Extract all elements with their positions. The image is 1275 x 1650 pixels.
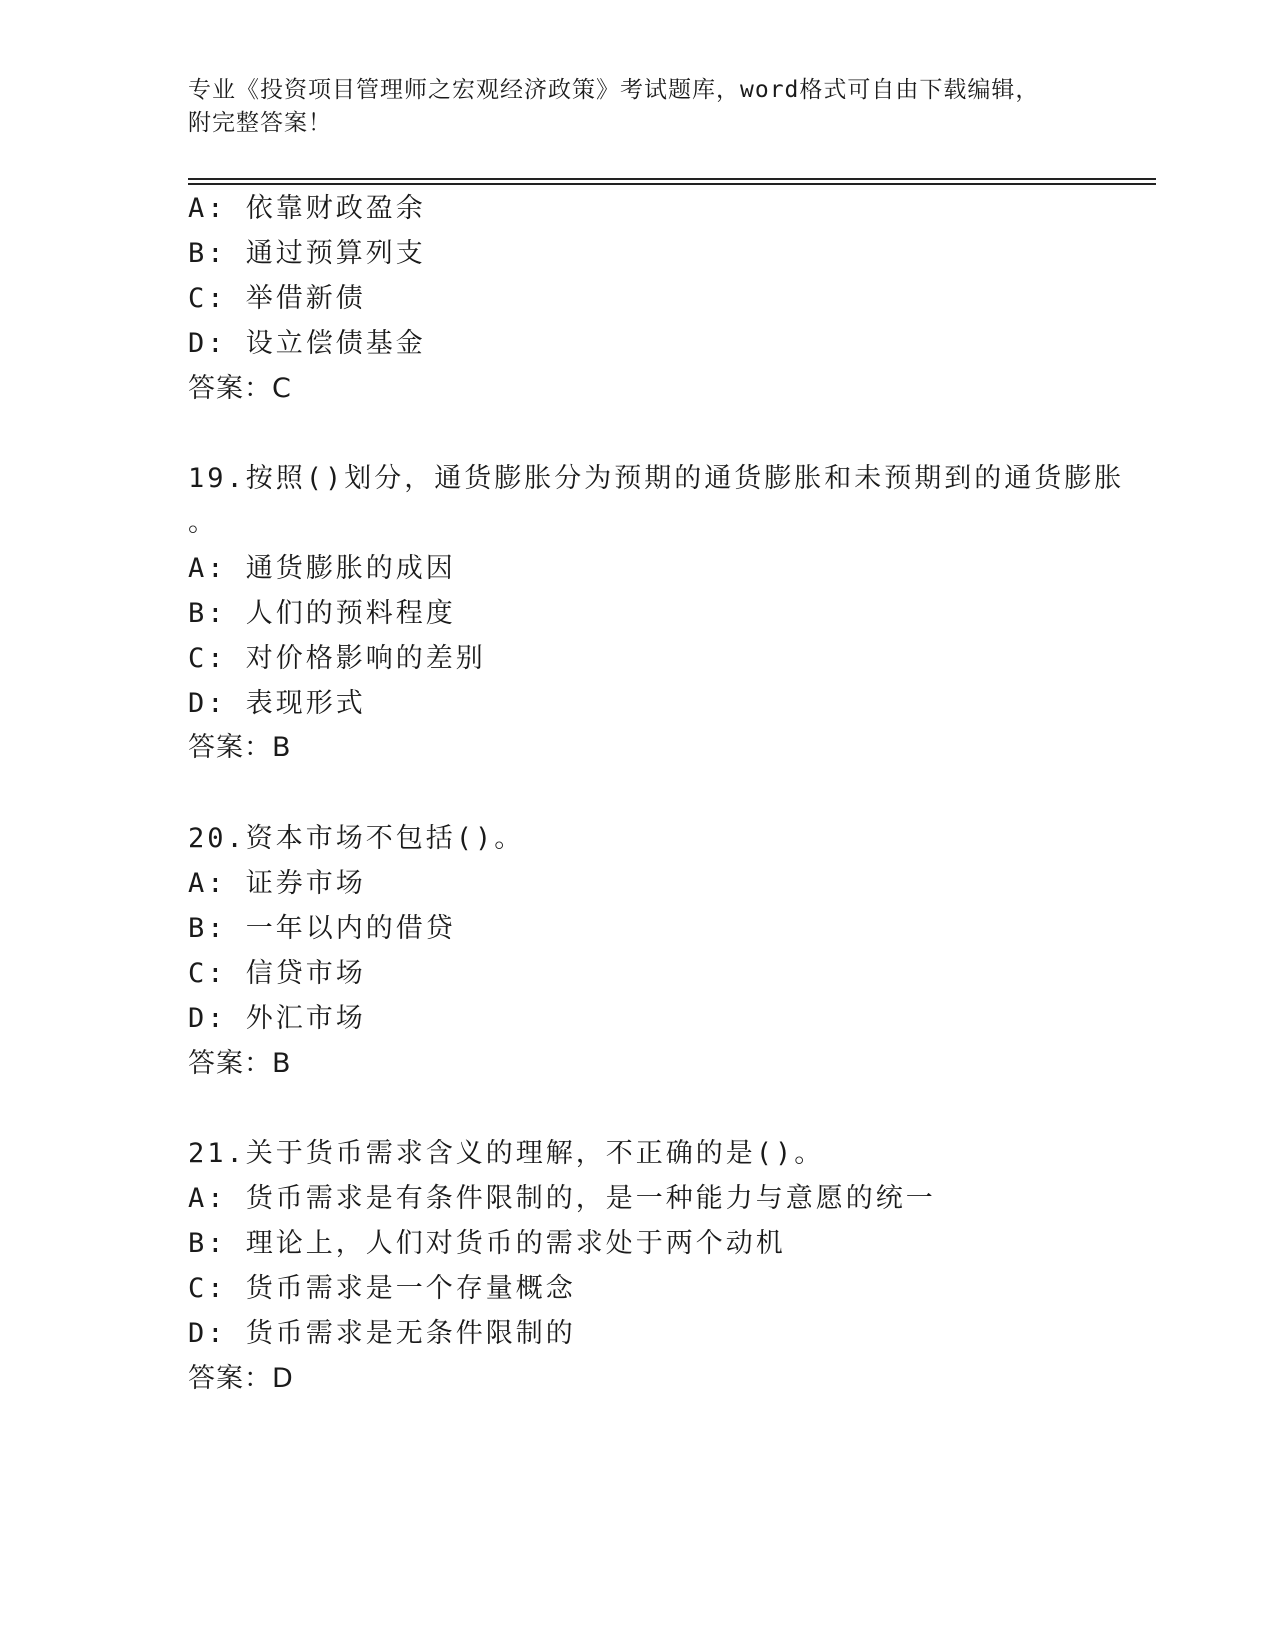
q21-option-b: B: 理论上，人们对货币的需求处于两个动机: [188, 1228, 786, 1259]
q18-option-a: A: 依靠财政盈余: [188, 193, 426, 224]
q18-answer: 答案：C: [188, 373, 292, 404]
q20-answer: 答案：B: [188, 1048, 292, 1079]
q18-option-d: D: 设立偿债基金: [188, 328, 426, 359]
q19-option-d: D: 表现形式: [188, 688, 366, 719]
q19-answer: 答案：B: [188, 732, 292, 763]
q20-option-c: C: 信贷市场: [188, 958, 366, 989]
header-divider-bottom: [188, 183, 1156, 185]
q21-option-c: C: 货币需求是一个存量概念: [188, 1273, 576, 1304]
header-divider-top: [188, 178, 1156, 180]
q21-stem: 21.关于货币需求含义的理解，不正确的是()。: [188, 1138, 825, 1169]
q20-option-d: D: 外汇市场: [188, 1003, 366, 1034]
header-line-1: 专业《投资项目管理师之宏观经济政策》考试题库，word格式可自由下载编辑，: [188, 77, 1040, 103]
q20-option-b: B: 一年以内的借贷: [188, 913, 456, 944]
document-header: [188, 74, 1088, 140]
q19-stem-continued: 。: [188, 507, 218, 538]
q18-option-b: B: 通过预算列支: [188, 238, 426, 269]
q21-option-d: D: 货币需求是无条件限制的: [188, 1318, 576, 1349]
q18-option-c: C: 举借新债: [188, 283, 366, 314]
q20-option-a: A: 证券市场: [188, 868, 366, 899]
q19-option-b: B: 人们的预料程度: [188, 598, 456, 629]
q19-option-c: C: 对价格影响的差别: [188, 643, 486, 674]
q19-stem: 19.按照()划分，通货膨胀分为预期的通货膨胀和未预期到的通货膨胀: [188, 463, 1125, 494]
q21-answer: 答案：D: [188, 1363, 294, 1394]
q19-option-a: A: 通货膨胀的成因: [188, 553, 456, 584]
q20-stem: 20.资本市场不包括()。: [188, 823, 525, 854]
header-line-2: 附完整答案！: [188, 110, 332, 136]
q21-option-a: A: 货币需求是有条件限制的，是一种能力与意愿的统一: [188, 1183, 936, 1214]
